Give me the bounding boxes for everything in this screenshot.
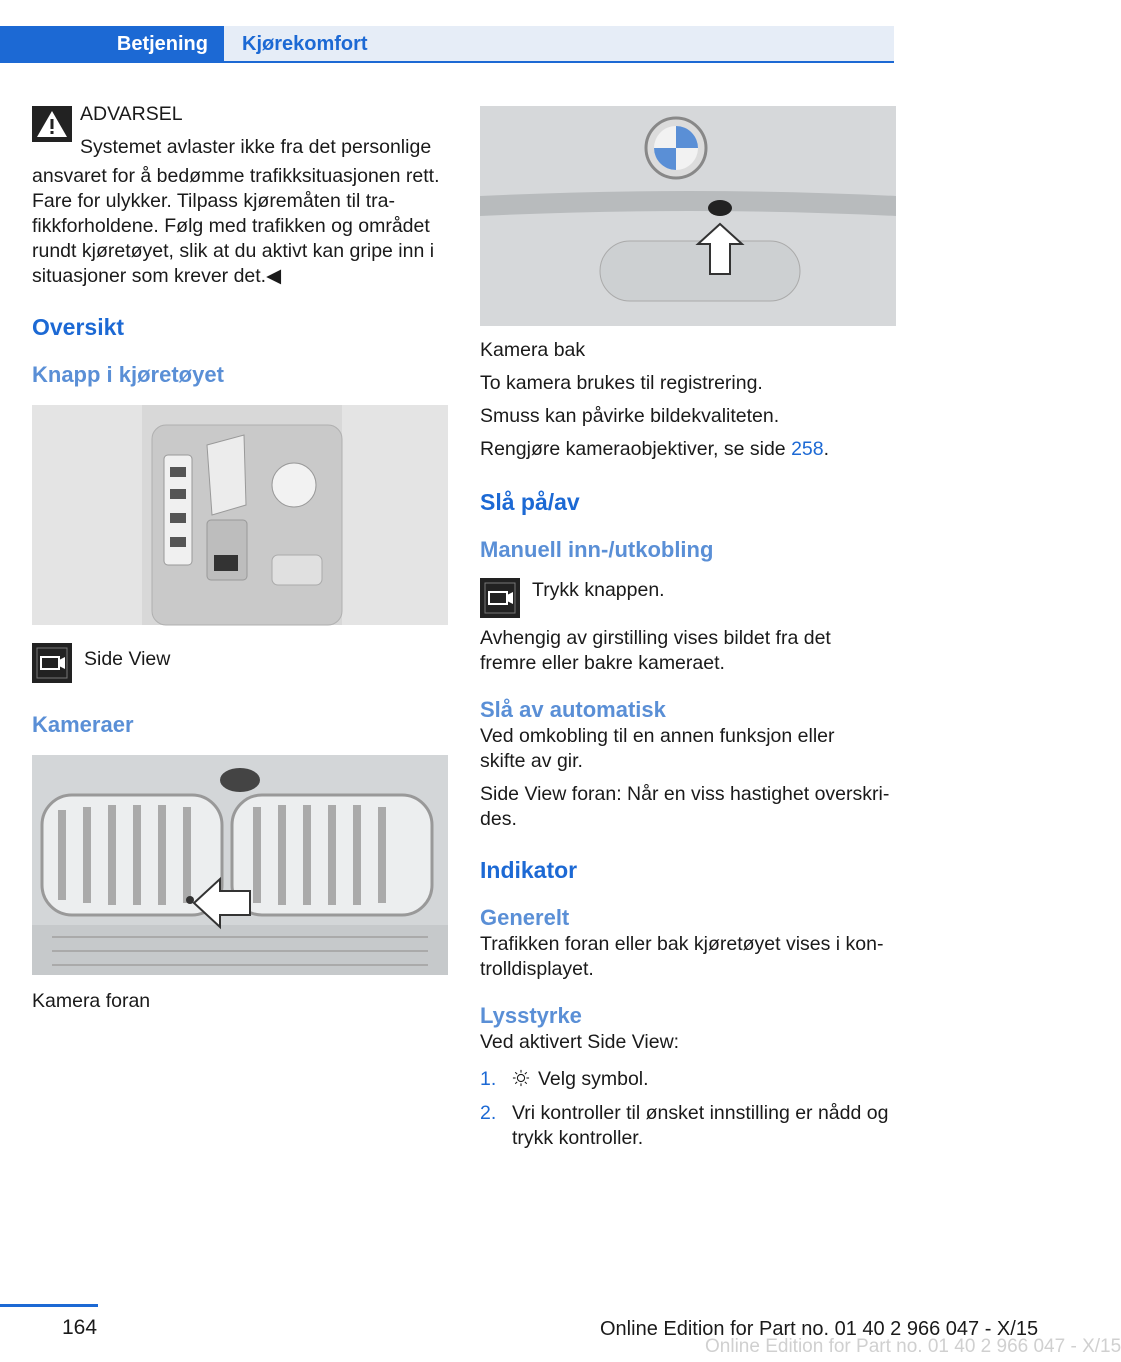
page-link-258[interactable]: 258 xyxy=(791,438,824,460)
warning-block xyxy=(32,102,448,289)
tab-kjorekomfort[interactable] xyxy=(224,26,894,62)
heading-kameraer: Kameraer xyxy=(32,712,134,737)
warning-icon xyxy=(32,106,72,142)
tab-betjening-label: Betjening xyxy=(116,32,208,55)
steps-list xyxy=(480,1067,896,1151)
gear-console-photo xyxy=(32,405,448,625)
header-divider xyxy=(0,61,894,63)
footer-watermark: Online Edition for Part no. 01 40 2 966 047 - X/15 xyxy=(705,1336,1121,1357)
heading-slaa-paa-av: Slå på/av xyxy=(480,489,580,515)
step-number: 1. xyxy=(480,1068,497,1090)
heading-oversikt: Oversikt xyxy=(32,314,125,340)
heading-generelt: Generelt xyxy=(480,905,570,930)
side-view-row xyxy=(32,643,448,685)
para-ved-aktivert: Ved aktivert Side View: xyxy=(480,1031,680,1053)
step-text: Vri kontroller til ønsket innstilling er nådd og trykk kontroller. xyxy=(512,1102,889,1149)
right-column xyxy=(480,100,896,1160)
heading-knapp: Knapp i kjøretøyet xyxy=(32,362,224,387)
para-rengjore-suffix: . xyxy=(823,438,830,460)
warning-body: ansvaret for å bedømme trafikksituasjonen rett. Fare for ulykker. Tilpass kjøremåten til tra‐fikkforholdene. Følg med trafikken og området rundt kjøretøyet, slik at du aktivt kan gripe inn i situasjoner som krever det.◀ xyxy=(32,165,440,287)
step-text: Velg symbol. xyxy=(538,1068,649,1090)
kamera-bak-label: Kamera bak xyxy=(480,339,586,361)
brightness-icon xyxy=(512,1069,530,1087)
rear-camera-photo xyxy=(480,106,896,326)
para-rengjore-text: Rengjøre kameraobjektiver, se side xyxy=(480,438,792,460)
kamera-foran-label: Kamera foran xyxy=(32,990,151,1012)
para-smuss: Smuss kan påvirke bildekvaliteten. xyxy=(480,405,780,427)
para-avhengig: Avhengig av girstilling vises bildet fra det fremre eller bakre kameraet. xyxy=(480,627,831,674)
side-view-label: Side View xyxy=(84,648,171,670)
heading-manuell: Manuell inn-/utkobling xyxy=(480,537,714,562)
heading-lysstyrke: Lysstyrke xyxy=(480,1003,582,1028)
front-grille-photo xyxy=(32,755,448,975)
step-number: 2. xyxy=(480,1102,497,1124)
heading-indikator: Indikator xyxy=(480,857,578,883)
page-number: 164 xyxy=(62,1316,98,1339)
list-item xyxy=(480,1101,896,1151)
tab-betjening[interactable] xyxy=(0,26,224,62)
warning-line1: Systemet avlaster ikke fra det personlige xyxy=(80,136,432,158)
para-ved-omkobling: Ved omkobling til en annen funksjon eller skifte av gir. xyxy=(480,725,835,772)
left-column xyxy=(32,100,448,1014)
tab-kjorekomfort-label: Kjørekomfort xyxy=(242,32,368,55)
warning-title: ADVARSEL xyxy=(80,103,183,125)
footer-edition: Online Edition for Part no. 01 40 2 966 047 - X/15 xyxy=(600,1318,1039,1340)
list-item xyxy=(480,1067,896,1092)
trykk-text: Trykk knappen. xyxy=(532,579,665,601)
heading-slaa-av-automatisk: Slå av automatisk xyxy=(480,697,666,722)
para-to-kamera: To kamera brukes til registrering. xyxy=(480,372,763,394)
para-rengjore xyxy=(480,437,896,462)
camera-icon[interactable] xyxy=(32,643,72,683)
para-trafikken: Trafikken foran eller bak kjøretøyet vises i kon‐trolldisplayet. xyxy=(480,933,884,980)
footer-divider xyxy=(0,1304,98,1307)
camera-icon[interactable] xyxy=(480,578,520,618)
para-side-view-foran: Side View foran: Når en viss hastighet overskri‐des. xyxy=(480,783,890,830)
trykk-row xyxy=(480,578,896,620)
